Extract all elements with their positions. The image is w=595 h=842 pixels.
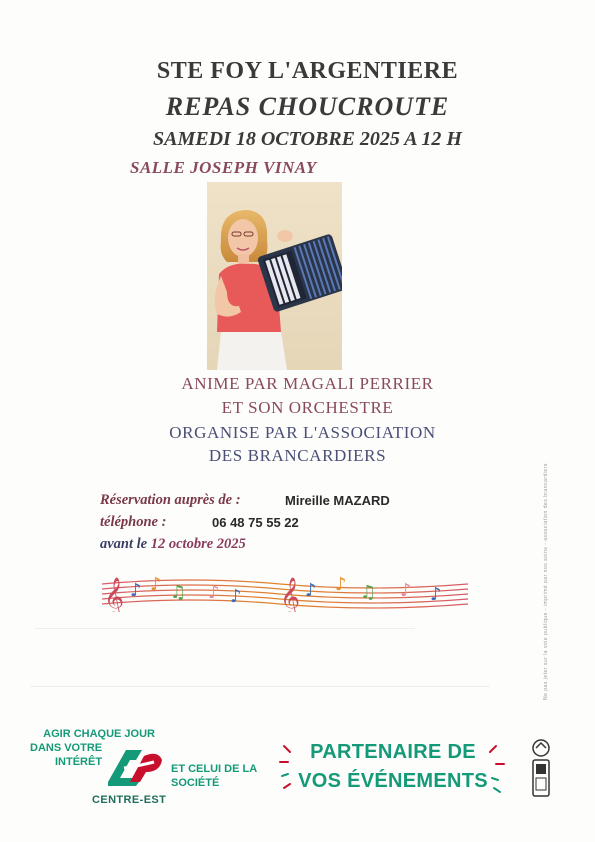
event-datetime: SAMEDI 18 OCTOBRE 2025 A 12 H [153,128,462,150]
deadline-date: 12 octobre 2025 [150,536,246,552]
svg-text:♪: ♪ [230,586,242,607]
slogan-line-5: SOCIÉTÉ [171,777,220,789]
partner-block [278,738,508,800]
svg-text:♪: ♪ [430,584,442,605]
slogan-line-2: DANS VOTRE [30,742,103,754]
event-venue: SALLE JOSEPH VINAY [130,158,317,177]
svg-text:♪: ♪ [400,580,412,601]
performer-photo [207,182,342,370]
svg-text:♪: ♪ [335,574,347,595]
animation-line-2: ET SON ORCHESTRE [221,398,394,417]
partner-line-2: VOS ÉVÉNEMENTS [298,770,488,792]
svg-text:♪: ♪ [305,580,317,601]
svg-text:♪: ♪ [130,580,142,601]
svg-text:𝄞: 𝄞 [280,577,301,612]
slogan-line-1: AGIR CHAQUE JOUR [43,728,155,740]
deadline-prefix: avant le [100,536,148,552]
partner-text [278,738,508,796]
faint-line [35,628,415,629]
svg-text:♪: ♪ [208,582,220,603]
phone-label: téléphone : [100,514,167,530]
reservation-contact: Mireille MAZARD [285,493,390,508]
music-staff-decoration [100,562,470,612]
partner-line-1: PARTENAIRE DE [310,741,476,763]
side-small-print: Ne pas jeter sur la voie publique - imprimé par nos soins - association des brancardiers [543,463,549,700]
reservation-label: Réservation auprès de : [100,492,241,508]
slogan-line-3: INTÉRÊT [55,756,103,768]
sponsor-slogan-2 [171,762,261,790]
sponsor-region: CENTRE-EST [92,794,167,806]
credit-agricole-logo [100,746,166,788]
svg-text:♪: ♪ [150,574,162,595]
town-title: STE FOY L'ARGENTIERE [156,58,459,84]
slogan-line-4: ET CELUI DE LA [171,763,258,775]
recycling-logos [530,738,552,800]
reservation-deadline [100,536,246,553]
phone-number: 06 48 75 55 22 [212,515,299,530]
animation-line-1: ANIME PAR MAGALI PERRIER [181,374,434,393]
faint-line [30,686,490,687]
svg-text:𝄞: 𝄞 [104,577,125,612]
organizer-line-2: DES BRANCARDIERS [208,446,387,465]
svg-text:♫: ♫ [360,582,377,603]
organizer-line-1: ORGANISE PAR L'ASSOCIATION [169,423,436,442]
svg-text:♫: ♫ [170,582,187,603]
event-title: REPAS CHOUCROUTE [165,92,450,121]
